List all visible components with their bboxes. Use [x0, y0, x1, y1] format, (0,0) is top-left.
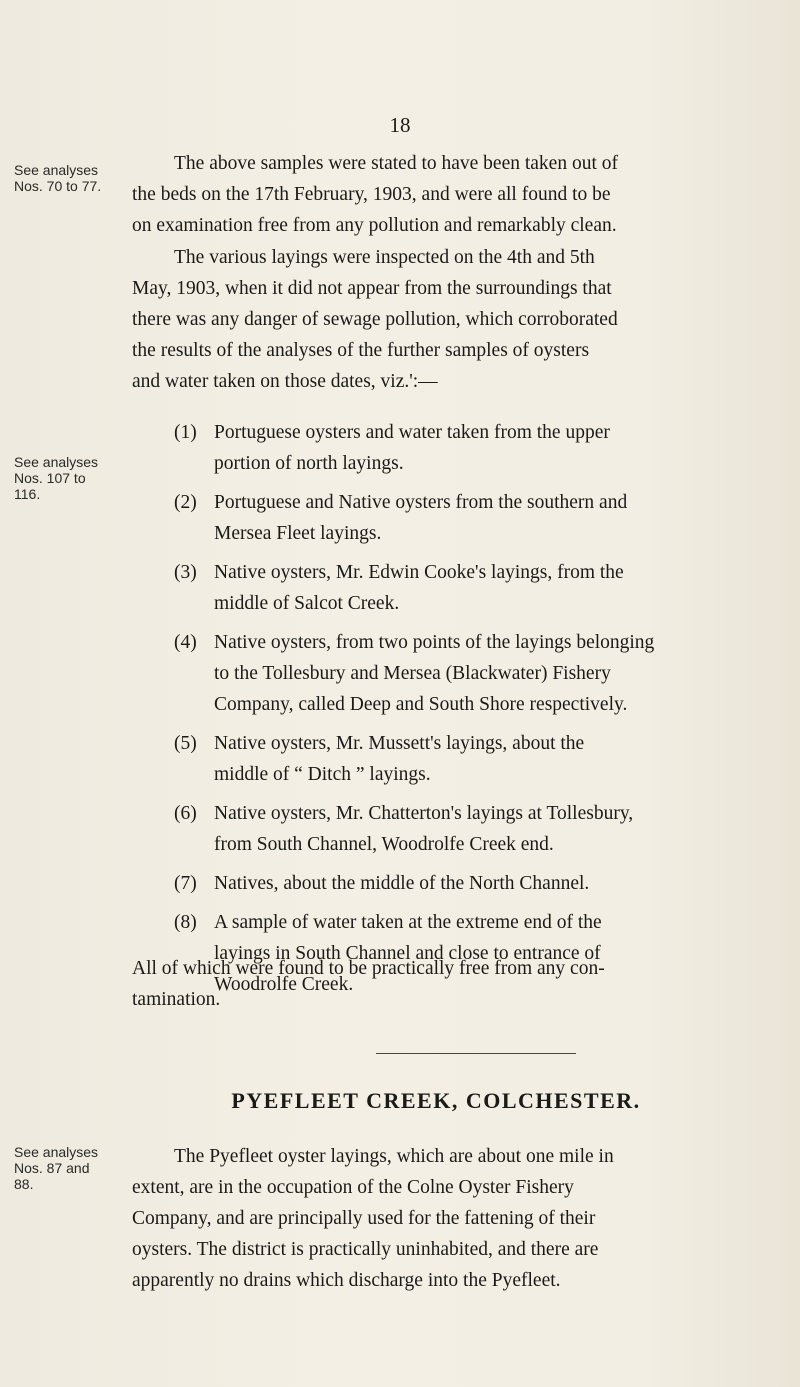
- list-item: [174, 798, 774, 860]
- text-line: A sample of water taken at the extreme end of the: [214, 912, 602, 933]
- text-line: the results of the analyses of the further samples of oysters: [132, 340, 590, 361]
- list-item-number: (8): [174, 912, 197, 933]
- text-line: Company, and are principally used for the fattening of their: [132, 1208, 596, 1229]
- text-line: All of which were found to be practically free from any con-: [132, 958, 605, 979]
- margin-note-line: Nos. 70 to 77.: [14, 178, 102, 194]
- paragraph-samples-taken: [132, 148, 772, 241]
- list-item: [174, 557, 774, 619]
- list-item-number: (1): [174, 422, 197, 443]
- text-line: apparently no drains which discharge into the Pyefleet.: [132, 1270, 561, 1291]
- section-heading: PYEFLEET CREEK, COLCHESTER.: [231, 1088, 641, 1113]
- list-item-number: (5): [174, 733, 197, 754]
- list-item: [174, 868, 774, 899]
- text-line: Woodrolfe Creek.: [214, 974, 354, 995]
- list-item-number: (2): [174, 492, 197, 513]
- text-line: Native oysters, Mr. Chatterton's layings at Tollesbury,: [214, 803, 634, 824]
- margin-note-analyses-107-116: [14, 454, 114, 502]
- samples-list: [174, 417, 774, 1008]
- list-item: [174, 417, 774, 479]
- page-number: 18: [389, 113, 411, 137]
- text-line: Natives, about the middle of the North Channel.: [214, 873, 590, 894]
- margin-note-analyses-87-88: [14, 1144, 114, 1192]
- text-line: The Pyefleet oyster layings, which are about one mile in: [174, 1146, 614, 1167]
- list-item: [174, 728, 774, 790]
- text-line: there was any danger of sewage pollution, which corroborated: [132, 309, 618, 330]
- list-item: [174, 627, 774, 720]
- text-line: middle of “ Ditch ” layings.: [214, 764, 431, 785]
- paragraph-pyefleet-layings: [132, 1141, 772, 1296]
- text-line: Mersea Fleet layings.: [214, 523, 382, 544]
- text-line: Native oysters, from two points of the layings belonging: [214, 632, 655, 653]
- paragraph-layings-inspected: [132, 242, 772, 397]
- list-item-number: (6): [174, 803, 197, 824]
- paragraph-free-from-contamination: [132, 953, 772, 1015]
- margin-note-line: See analyses: [14, 454, 99, 470]
- text-line: Company, called Deep and South Shore respectively.: [214, 694, 628, 715]
- margin-note-line: Nos. 87 and: [14, 1160, 90, 1176]
- section-divider: [376, 1053, 576, 1054]
- text-line: portion of north layings.: [214, 453, 404, 474]
- text-line: Portuguese and Native oysters from the southern and: [214, 492, 628, 513]
- margin-note-analyses-70-77: [14, 162, 114, 194]
- text-line: oysters. The district is practically uninhabited, and there are: [132, 1239, 599, 1260]
- list-item-number: (4): [174, 632, 197, 653]
- margin-note-line: Nos. 107 to: [14, 470, 86, 486]
- text-line: to the Tollesbury and Mersea (Blackwater) Fishery: [214, 663, 611, 684]
- text-line: The above samples were stated to have been taken out of: [174, 153, 618, 174]
- text-line: from South Channel, Woodrolfe Creek end.: [214, 834, 554, 855]
- list-item: [174, 487, 774, 549]
- margin-note-line: 116.: [14, 486, 41, 502]
- text-line: Portuguese oysters and water taken from the upper: [214, 422, 610, 443]
- text-line: The various layings were inspected on the 4th and 5th: [174, 247, 595, 268]
- text-line: Native oysters, Mr. Mussett's layings, about the: [214, 733, 585, 754]
- margin-note-line: See analyses: [14, 162, 99, 178]
- text-line: and water taken on those dates, viz.':—: [132, 371, 438, 392]
- list-item-number: (3): [174, 562, 197, 583]
- text-line: tamination.: [132, 989, 221, 1010]
- text-line: Native oysters, Mr. Edwin Cooke's layings, from the: [214, 562, 624, 583]
- text-line: extent, are in the occupation of the Colne Oyster Fishery: [132, 1177, 574, 1198]
- text-line: middle of Salcot Creek.: [214, 593, 400, 614]
- text-line: May, 1903, when it did not appear from the surroundings that: [132, 278, 612, 299]
- text-line: the beds on the 17th February, 1903, and were all found to be: [132, 184, 611, 205]
- margin-note-line: See analyses: [14, 1144, 99, 1160]
- list-item-number: (7): [174, 873, 197, 894]
- text-line: layings in South Channel and close to entrance of: [214, 943, 601, 964]
- text-line: on examination free from any pollution and remarkably clean.: [132, 215, 617, 236]
- margin-note-line: 88.: [14, 1176, 34, 1192]
